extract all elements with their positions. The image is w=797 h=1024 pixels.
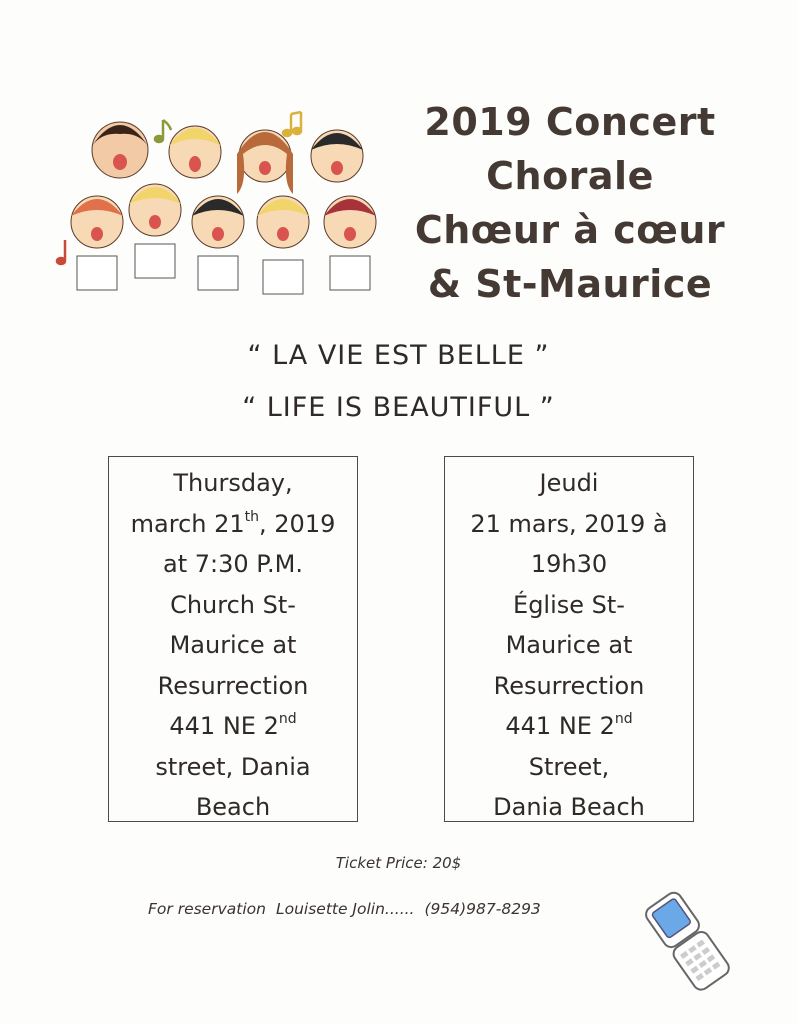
title-line: & St-Maurice [427,262,713,306]
info-line: 21 mars, 2019 à [470,509,668,538]
title-line: Chœur à cœur [414,208,726,252]
info-line: at 7:30 P.M. [163,550,303,578]
music-note-icon [283,112,301,136]
info-line: Street, [528,752,610,781]
info-line: 441 NE 2nd [505,711,633,740]
info-line: Maurice at [505,631,633,659]
title-line: 2019 Concert [424,100,716,144]
info-line: Maurice at [169,631,297,659]
info-line: Beach [195,793,271,821]
info-line: march 21th, 2019 [130,508,336,538]
info-line: Église St- [513,590,625,619]
info-line: Dania Beach [493,793,645,821]
info-line: Resurrection [493,671,645,700]
info-line: street, Dania [155,752,311,781]
info-line: Resurrection [157,671,309,700]
info-line: 441 NE 2nd [169,711,297,740]
reservation-phone: (954)987-8293 [424,900,541,918]
info-line: Church St- [170,590,296,619]
tagline-english: “ LIFE IS BEAUTIFUL ” [242,392,555,423]
reservation-label: For reservation [148,900,266,918]
info-line: Jeudi [539,469,599,497]
concert-title [400,95,740,311]
music-note-icon [57,240,65,264]
english-info-box [108,456,358,822]
ticket-price: Ticket Price: 20$ [335,854,462,872]
title-line: Chorale [486,154,654,198]
choir-illustration [55,110,395,310]
info-line: 19h30 [530,550,608,578]
french-info-box [444,456,694,822]
reservation-contact: Louisette Jolin...... [275,900,415,918]
flip-phone-icon [638,890,738,995]
info-line: Thursday, [173,469,293,497]
music-note-icon [155,120,171,142]
tagline-french: “ LA VIE EST BELLE ” [247,340,550,371]
reservation-line [148,900,541,918]
